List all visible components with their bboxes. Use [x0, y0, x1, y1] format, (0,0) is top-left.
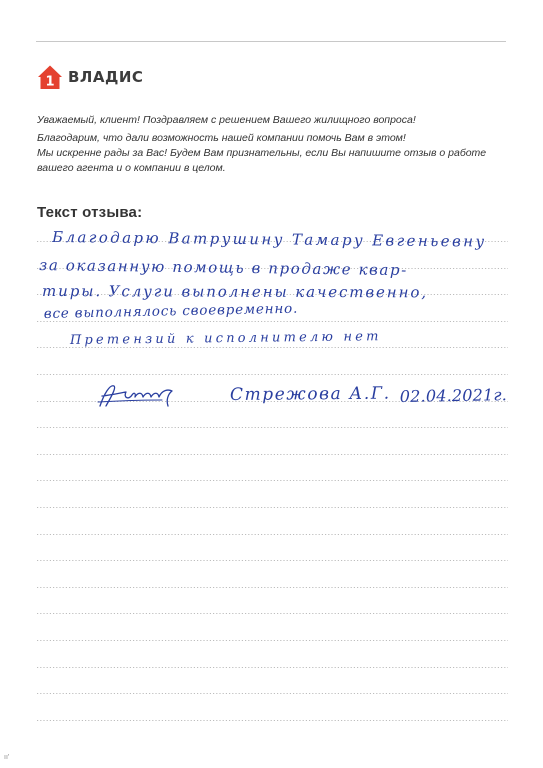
company-name: ВЛАДИС — [68, 68, 144, 86]
signature — [96, 380, 182, 410]
handwritten-line: Благодарю Ватрушину Тамару Евгеньевну — [52, 228, 487, 251]
thanks-line: вашего агента и о компании в целом. — [37, 162, 226, 174]
greeting-text: Уважаемый, клиент! Поздравляем с решением Вашего жилищного вопроса! — [37, 114, 416, 126]
thanks-line: Благодарим, что дали возможность нашей компании помочь Вам в этом! — [37, 132, 406, 144]
signer-name: Стрежова А.Г. — [229, 383, 391, 405]
review-date: 02.04.2021г. — [399, 385, 508, 406]
review-title: Текст отзыва: — [37, 204, 143, 221]
handwritten-line: все выполнялось своевременно. — [43, 300, 299, 322]
corner-mark: ıı' — [4, 754, 10, 761]
handwritten-line: Претензий к исполнителю нет — [69, 329, 382, 348]
handwritten-line: за оказанную помощь в продаже квар- — [39, 256, 408, 280]
handwritten-line: тиры. Услуги выполнены качественно, — [42, 282, 429, 302]
thanks-line: Мы искренне рады за Вас! Будем Вам признательны, если Вы напишите отзыв о работе — [37, 147, 487, 159]
logo-digit: 1 — [45, 74, 55, 90]
